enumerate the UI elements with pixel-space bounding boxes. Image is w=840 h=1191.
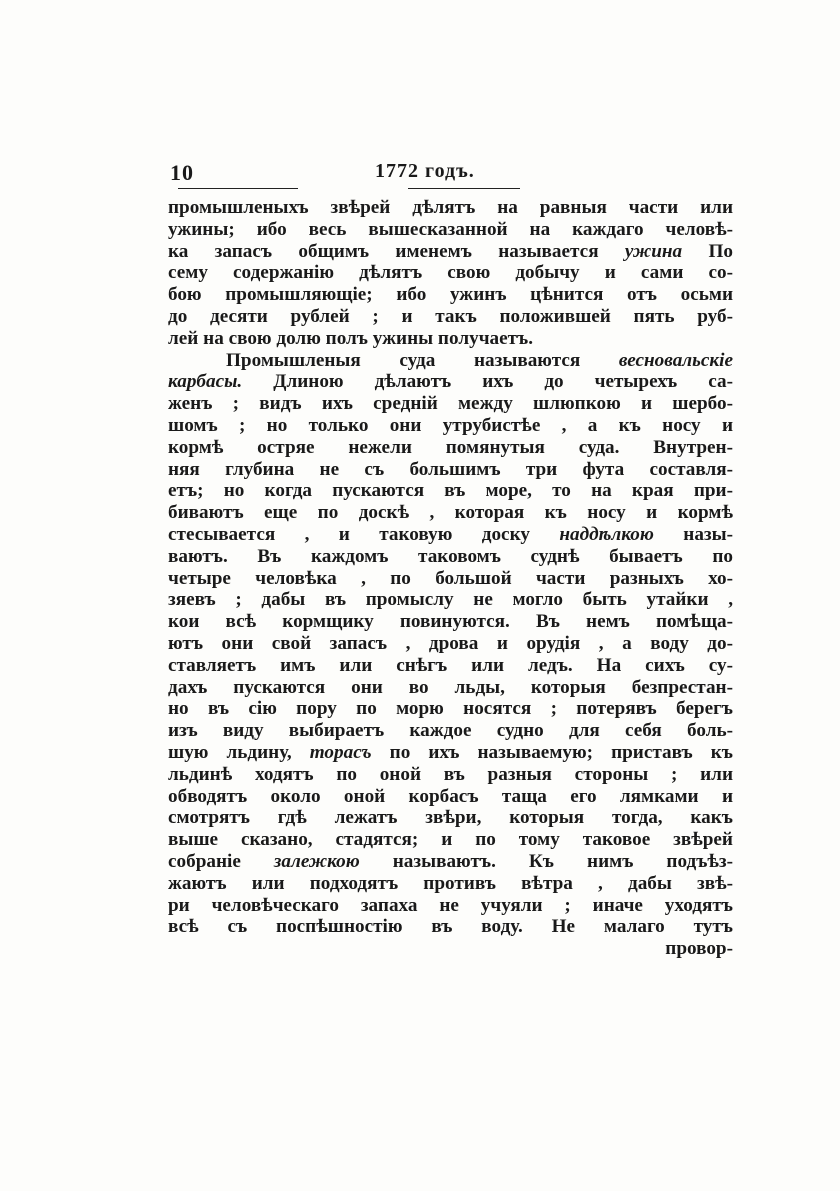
- text-run: ка запасъ общимъ именемъ называется: [168, 240, 625, 262]
- text-run: четыре человѣка , по большой части разныхъ хо-: [168, 567, 733, 589]
- paragraph-vessels: [168, 350, 733, 939]
- text-run: собраніе: [168, 850, 274, 872]
- text-line: [168, 350, 733, 372]
- text-run: женъ ; видъ ихъ средній между шлюпкою и шербо-: [168, 393, 733, 415]
- text-run: етъ; но когда пускаются въ море, то на края при-: [168, 480, 733, 502]
- text-run: ставляетъ имъ или снѣгъ или ледъ. На сихъ су-: [168, 654, 733, 676]
- text-run: няя глубина не съ большимъ три фута составля-: [168, 458, 733, 480]
- text-line: [168, 437, 733, 459]
- italic-term: ужина: [624, 240, 683, 262]
- text-run: смотрятъ гдѣ лежатъ звѣри, которыя тогда, какъ: [168, 807, 733, 829]
- text-run: По: [682, 240, 733, 262]
- text-line: [168, 284, 733, 306]
- text-run: сему содержанію дѣлятъ свою добычу и сами со-: [168, 262, 733, 284]
- text-run: лей на свою долю полъ ужины получаетъ.: [168, 327, 534, 349]
- text-run: Длиною дѣлаютъ ихъ до четырехъ са-: [242, 371, 733, 393]
- text-run: промышленыхъ звѣрей дѣлятъ на равныя части или: [168, 197, 733, 218]
- italic-term: торасъ: [309, 741, 372, 763]
- text-run: обводятъ около оной корбасъ таща его лямками и: [168, 785, 733, 807]
- text-line: [168, 807, 733, 829]
- text-line: [168, 480, 733, 502]
- text-line: [168, 895, 733, 917]
- text-run: кои всѣ кормщику повинуются. Въ немъ помѣща-: [168, 611, 733, 633]
- text-run: шомъ ; но только они утрубистѣе , а къ носу и: [168, 414, 733, 436]
- running-head: [170, 160, 730, 190]
- italic-term: залежкою: [273, 850, 360, 872]
- text-run: дахъ пускаются они во льды, которыя безпрестан-: [168, 676, 733, 698]
- text-run: стесывается , и таковую доску: [168, 523, 560, 545]
- text-run: шую льдину,: [168, 741, 310, 763]
- italic-term: карбасы.: [168, 371, 243, 393]
- text-line: [168, 764, 733, 786]
- text-run: изъ виду выбираетъ каждое судно для себя боль-: [168, 720, 733, 742]
- header-rule-right: [408, 188, 520, 189]
- text-run: назы-: [653, 523, 733, 545]
- text-line: [168, 219, 733, 241]
- text-line: [168, 742, 733, 764]
- paragraph-shares: [168, 197, 733, 350]
- text-line: [168, 655, 733, 677]
- text-run: называютъ. Къ нимъ подъѣз-: [359, 850, 734, 872]
- text-line: [168, 197, 733, 219]
- running-title: 1772 годъ.: [375, 160, 475, 182]
- text-run: льдинѣ ходятъ по оной въ разныя стороны ; или: [168, 763, 733, 785]
- text-run: биваютъ еще по доскѣ , которая къ носу и кормѣ: [168, 502, 733, 524]
- italic-term: весновальскіе: [618, 349, 733, 371]
- page-number: 10: [170, 160, 194, 185]
- text-run: по ихъ называемую; приставъ къ: [371, 741, 733, 763]
- text-run: ютъ они свой запасъ , дрова и орудія , а воду до-: [168, 632, 733, 654]
- text-line: [168, 393, 733, 415]
- text-line: [168, 262, 733, 284]
- text-run: зяевъ ; дабы въ промыслу не могло быть утайки ,: [168, 589, 733, 611]
- text-run: бою промышляющіе; ибо ужинъ цѣнится отъ осьми: [168, 284, 733, 306]
- text-line: [168, 829, 733, 851]
- header-rule-left: [178, 188, 298, 189]
- text-line: [168, 459, 733, 481]
- text-line: [168, 698, 733, 720]
- text-run: ваютъ. Въ каждомъ таковомъ суднѣ бываетъ по: [168, 545, 733, 567]
- text-line: [168, 546, 733, 568]
- text-line: [168, 306, 733, 328]
- text-line: [168, 524, 733, 546]
- text-run: жаютъ или подходятъ противъ вѣтра , дабы звѣ-: [168, 872, 733, 894]
- text-run: до десяти рублей ; и такъ положившей пять руб-: [168, 305, 733, 327]
- text-line: [168, 720, 733, 742]
- text-line: [168, 786, 733, 808]
- text-line: [168, 568, 733, 590]
- text-line: [168, 371, 733, 393]
- text-run: но въ сію пору по морю носятся ; потерявъ берегъ: [168, 698, 733, 720]
- text-line: [168, 502, 733, 524]
- text-run: ри человѣческаго запаха не учуяли ; иначе уходятъ: [168, 894, 733, 916]
- text-line: [168, 916, 733, 938]
- text-line: [168, 328, 733, 350]
- text-line: [168, 677, 733, 699]
- text-line: [168, 589, 733, 611]
- text-run: выше сказано, стадятся; и по тому таковое звѣрей: [168, 829, 733, 851]
- text-run: всѣ съ поспѣшностію въ воду. Не малаго тутъ: [168, 916, 733, 938]
- text-line: [168, 415, 733, 437]
- text-line: [168, 851, 733, 873]
- text-line: [168, 633, 733, 655]
- catchword: провор-: [665, 938, 733, 960]
- text-line: [168, 241, 733, 263]
- text-run: кормѣ остряе нежели помянутыя суда. Внутрен-: [168, 436, 733, 458]
- text-line: [168, 611, 733, 633]
- italic-term: наддѣлкою: [559, 523, 654, 545]
- text-run: ужины; ибо весь вышесказанной на каждаго человѣ-: [168, 218, 733, 240]
- text-run: Промышленыя суда называются: [226, 349, 619, 371]
- body-text: [168, 197, 733, 960]
- text-line: [168, 873, 733, 895]
